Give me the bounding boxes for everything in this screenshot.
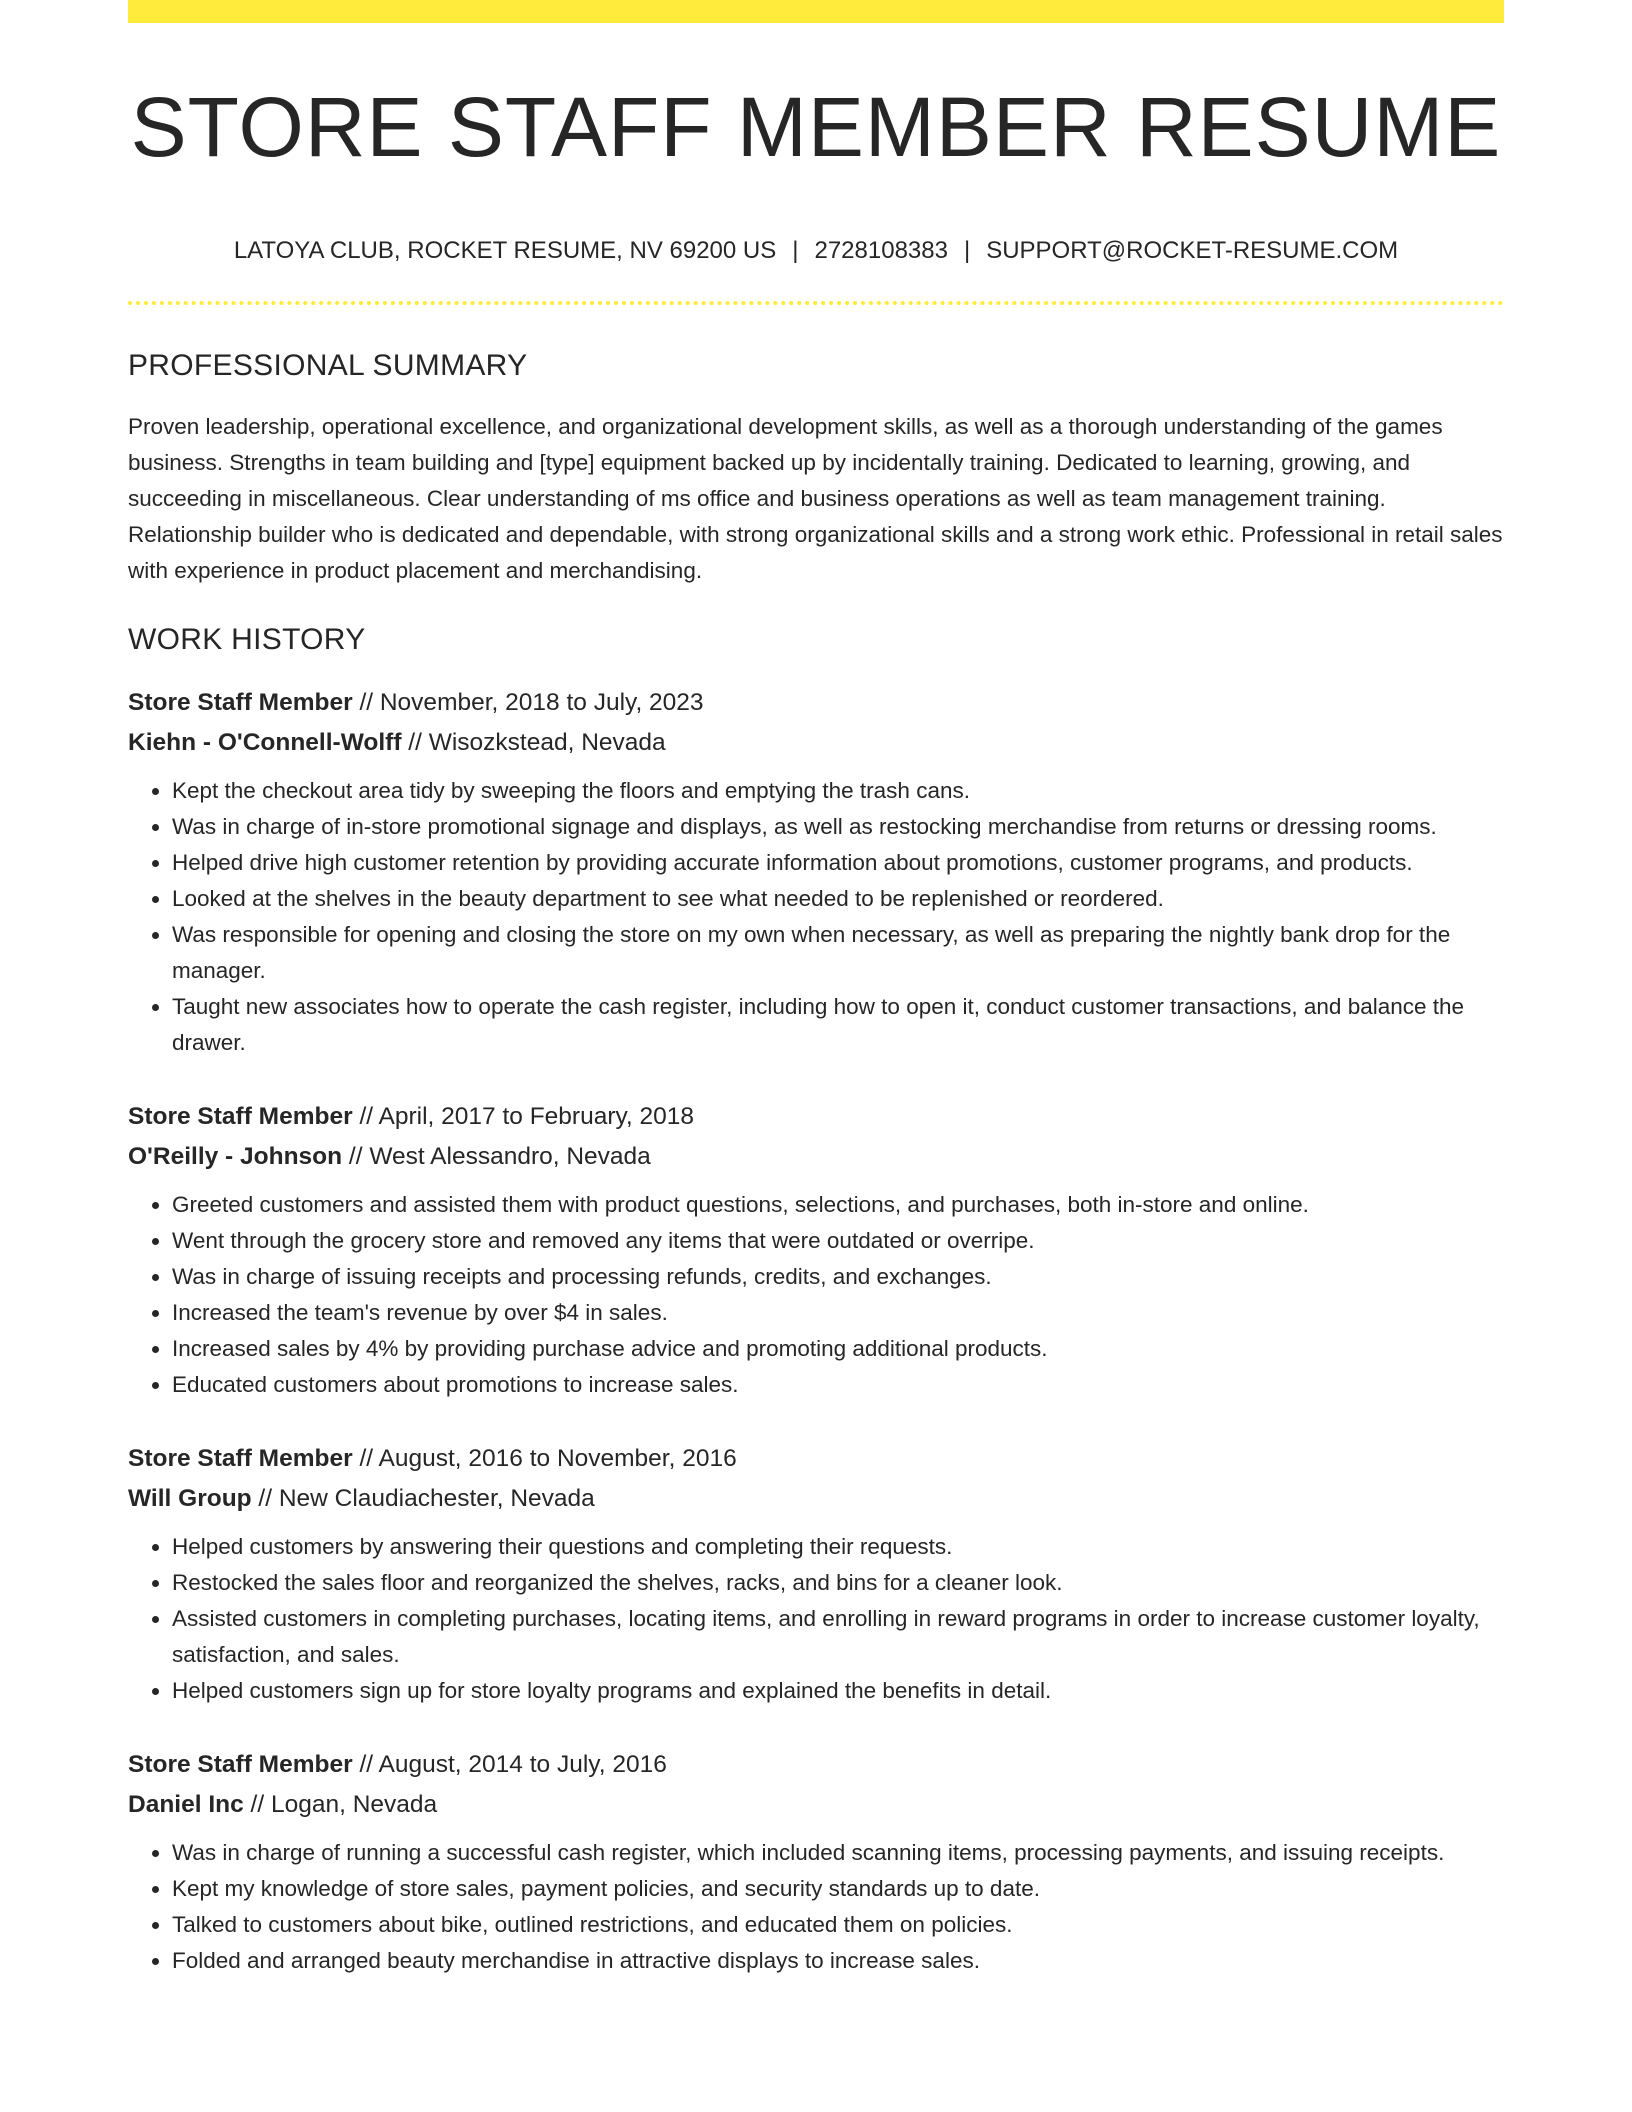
- job-title-line: [128, 1097, 1504, 1137]
- job-company: Daniel Inc: [128, 1791, 244, 1818]
- list-item: • Was responsible for opening and closing the store on my own when necessary, as well as preparing the nightly bank drop for the manager.: [172, 917, 1504, 989]
- job-title: Store Staff Member: [128, 1445, 353, 1472]
- summary-text: Proven leadership, operational excellence, and organizational development skills, as well as a thorough understanding of the games business. Strengths in team building and [type] equipment backed up by incidentally training. Dedicated to learning, growing, and succeeding in miscellaneous. Clear understanding of ms office and business operations as well as team management training. Relationship builder who is dedicated and dependable, with strong organizational skills and a strong work ethic. Professional in retail sales with experience in product placement and merchandising.: [128, 414, 1503, 583]
- job-location: // West Alessandro, Nevada: [342, 1143, 651, 1170]
- top-accent-bar: [128, 0, 1504, 23]
- work-history-list: [128, 683, 1504, 1979]
- page-title: STORE STAFF MEMBER RESUME: [130, 80, 1502, 174]
- list-item: • Was in charge of in-store promotional signage and displays, as well as restocking merchandise from returns or dressing rooms.: [172, 809, 1504, 845]
- contact-separator: |: [792, 237, 799, 264]
- job-entry: [128, 683, 1504, 1061]
- work-history-heading: WORK HISTORY: [128, 623, 366, 656]
- job-title: Store Staff Member: [128, 1751, 353, 1778]
- contact-address: LATOYA CLUB, ROCKET RESUME, NV 69200 US: [233, 237, 777, 264]
- job-title-line: [128, 683, 1504, 723]
- job-location: // Logan, Nevada: [243, 1791, 438, 1818]
- list-item: • Greeted customers and assisted them with product questions, selections, and purchases, both in-store and online.: [172, 1187, 1504, 1223]
- job-dates: // August, 2016 to November, 2016: [352, 1445, 737, 1472]
- dotted-divider: [128, 301, 1504, 305]
- list-item: • Was in charge of issuing receipts and processing refunds, credits, and exchanges.: [172, 1259, 1504, 1295]
- job-company: O'Reilly - Johnson: [128, 1143, 343, 1170]
- contact-line: [128, 239, 1504, 263]
- job-dates: // April, 2017 to February, 2018: [352, 1103, 695, 1130]
- job-title-line: [128, 1439, 1504, 1479]
- job-company-line: [128, 1479, 1504, 1519]
- job-location: // New Claudiachester, Nevada: [251, 1485, 595, 1512]
- contact-separator: |: [963, 237, 971, 264]
- list-item: • Increased sales by 4% by providing purchase advice and promoting additional products.: [172, 1331, 1504, 1367]
- job-title-line: [128, 1745, 1504, 1785]
- job-company-line: [128, 1137, 1504, 1177]
- job-company-line: [128, 723, 1504, 763]
- job-bullet-list: [128, 773, 1504, 1061]
- list-item: • Increased the team's revenue by over $4 in sales.: [172, 1295, 1504, 1331]
- list-item: • Helped customers sign up for store loyalty programs and explained the benefits in detail.: [172, 1673, 1504, 1709]
- list-item: • Folded and arranged beauty merchandise in attractive displays to increase sales.: [172, 1943, 1504, 1979]
- contact-email: SUPPORT@ROCKET-RESUME.COM: [986, 237, 1399, 264]
- list-item: • Restocked the sales floor and reorganized the shelves, racks, and bins for a cleaner look.: [172, 1565, 1504, 1601]
- job-entry: [128, 1097, 1504, 1403]
- job-title: Store Staff Member: [128, 689, 353, 716]
- list-item: • Kept the checkout area tidy by sweeping the floors and emptying the trash cans.: [172, 773, 1504, 809]
- job-location: // Wisozkstead, Nevada: [401, 729, 666, 756]
- list-item: • Talked to customers about bike, outlined restrictions, and educated them on policies.: [172, 1907, 1504, 1943]
- job-title: Store Staff Member: [128, 1103, 353, 1130]
- job-entry: [128, 1439, 1504, 1709]
- job-dates: // November, 2018 to July, 2023: [352, 689, 704, 716]
- list-item: • Kept my knowledge of store sales, payment policies, and security standards up to date.: [172, 1871, 1504, 1907]
- summary-heading: PROFESSIONAL SUMMARY: [128, 349, 528, 382]
- contact-phone: 2728108383: [814, 237, 948, 264]
- job-bullet-list: [128, 1529, 1504, 1709]
- resume-page: [128, 0, 1504, 1979]
- list-item: • Helped customers by answering their questions and completing their requests.: [172, 1529, 1504, 1565]
- list-item: • Looked at the shelves in the beauty department to see what needed to be replenished or reordered.: [172, 881, 1504, 917]
- job-company-line: [128, 1785, 1504, 1825]
- job-bullet-list: [128, 1835, 1504, 1979]
- list-item: • Educated customers about promotions to increase sales.: [172, 1367, 1504, 1403]
- job-company: Kiehn - O'Connell-Wolff: [128, 729, 402, 756]
- job-dates: // August, 2014 to July, 2016: [352, 1751, 667, 1778]
- job-bullet-list: [128, 1187, 1504, 1403]
- list-item: • Assisted customers in completing purchases, locating items, and enrolling in reward programs in order to increase customer loyalty, satisfaction, and sales.: [172, 1601, 1504, 1673]
- list-item: • Went through the grocery store and removed any items that were outdated or overripe.: [172, 1223, 1504, 1259]
- list-item: • Taught new associates how to operate the cash register, including how to open it, conduct customer transactions, and balance the drawer.: [172, 989, 1504, 1061]
- list-item: • Was in charge of running a successful cash register, which included scanning items, processing payments, and issuing receipts.: [172, 1835, 1504, 1871]
- job-company: Will Group: [128, 1485, 252, 1512]
- job-entry: [128, 1745, 1504, 1979]
- list-item: • Helped drive high customer retention by providing accurate information about promotions, customer programs, and products.: [172, 845, 1504, 881]
